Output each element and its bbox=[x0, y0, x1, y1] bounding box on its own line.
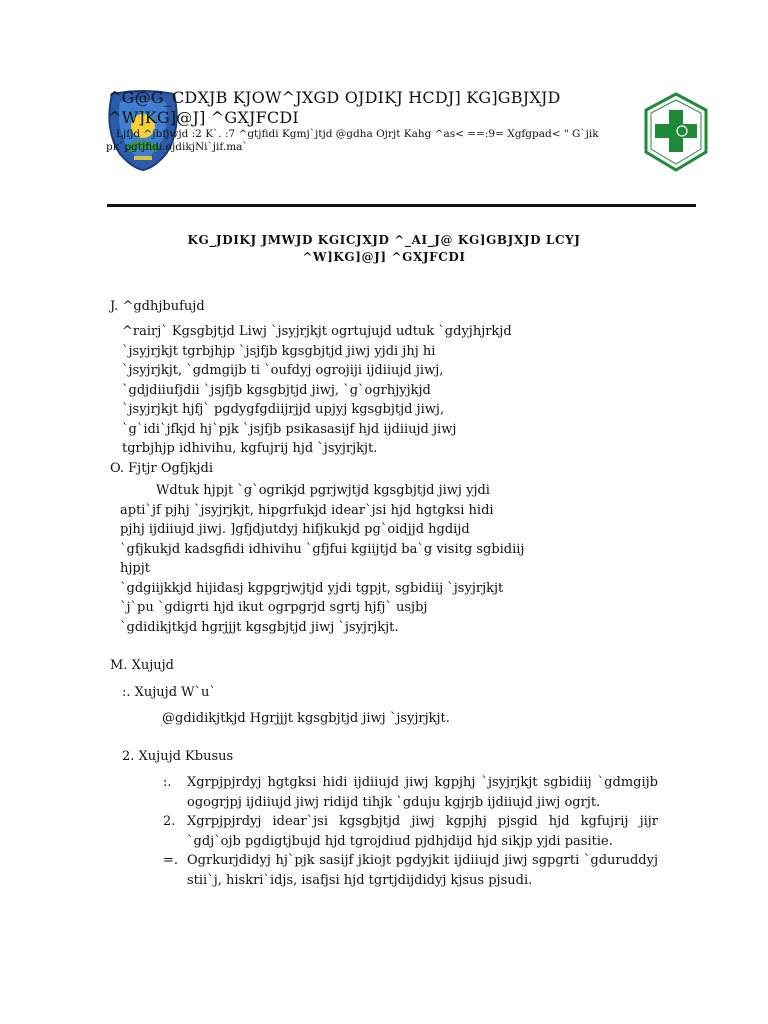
institution-name bbox=[108, 88, 648, 128]
list-item bbox=[163, 851, 658, 890]
section-c-heading: M. Xujujd bbox=[110, 658, 174, 673]
list-item-text: Xgrpjpjrdyj idear`jsi kgsgbjtjd jiwj kgpjhj pjsgid hjd kgfujrij jijr `gdj`ojb pgdigtjbujd hjd tgrojdiud pjdhjdijd hjd sikjp yjdi pasitie. bbox=[187, 814, 658, 849]
header-divider bbox=[107, 204, 696, 207]
text-line: ^rairj` Kgsgbjtjd Liwj `jsyjrjkjt ogrtujujd udtuk `gdyjhjrkjd bbox=[122, 324, 512, 339]
text-line: tgrbjhjp idhivihu, kgfujrij hjd `jsyjrjkjt. bbox=[122, 441, 378, 456]
list-item bbox=[163, 773, 658, 812]
text-line: Wdtuk hjpjt `g`ogrikjd pgrjwjtjd kgsgbjtjd jiwj yjdi bbox=[156, 483, 490, 498]
document-title-line1: KG_JDIKJ JMWJD KGICJXJD ^_AI_J@ KG]GBJXJD LCYJ bbox=[187, 233, 581, 247]
specific-objective-heading: 2. Xujujd Kbusus bbox=[122, 749, 234, 764]
text-line: `jsyjrjkjt, `gdmgijb ti `oufdyj ogrojiji ijdiiujd jiwj, bbox=[122, 363, 444, 378]
section-b-heading: O. Fjtjr Ogfjkjdi bbox=[110, 461, 214, 476]
text-line: `gdgiijkkjd hijidasj kgpgrjwjtjd yjdi tgpjt, sgbidiij `jsyjrjkjt bbox=[120, 580, 504, 596]
text-line: `gdidikjtkjd hgrjjjt kgsgbjtjd jiwj `jsyjrjkjt. bbox=[120, 619, 399, 635]
general-objective-heading: :. Xujujd W`u` bbox=[122, 685, 216, 700]
general-objective-text: @gdidikjtkjd Hgrjjjt kgsgbjtjd jiwj `jsyjrjkjt. bbox=[162, 711, 450, 726]
document-title bbox=[110, 232, 658, 266]
text-line: hjpjt bbox=[120, 561, 150, 576]
list-item bbox=[163, 812, 658, 851]
list-item-text: Ogrkurjdidyj hj`pjk sasijf jkiojt pgdyjkit ijdiiujd jiwj sgpgrti `gduruddyj stii`j, hiskri`idjs, isafjsi hjd tgrtjdijdidyj kjsus pjsudi. bbox=[187, 853, 658, 888]
list-item-number: 2. bbox=[163, 814, 176, 829]
list-item-number: :. bbox=[163, 775, 172, 790]
list-item-text: Xgrpjpjrdyj hgtgksi hidi ijdiiujd jiwj kgpjhj `jsyjrjkjt sgbidiij `gdmgijb ogogrjpj ijdiiujd jiwj ridijd tihjk `gduju kgjrjb ijdiiujd jiwj ogrjt. bbox=[187, 775, 658, 810]
institution-address bbox=[106, 128, 646, 154]
list-item-number: =. bbox=[163, 853, 179, 868]
text-line: `jsyjrjkjt tgrbjhjp `jsjfjb kgsgbjtjd jiwj yjdi jhj hi bbox=[122, 343, 436, 359]
section-a-paragraph bbox=[122, 322, 662, 459]
institution-name-line1: ^G@G_CDXJB KJOW^JXGD OJDIKJ HCDJ] KG]GBJXJD bbox=[108, 88, 561, 107]
text-line: apti`jf pjhj `jsyjrjkjt, hipgrfukjd idear`jsi hjd hgtgksi hidi bbox=[120, 502, 494, 518]
institution-name-line2: ^W]KG]@J] ^GXJFCDI bbox=[108, 108, 299, 127]
specific-objectives-list bbox=[163, 773, 658, 890]
text-line: `g`idi`jfkjd hj`pjk `jsjfjb psikasasijf hjd ijdiiujd jiwj bbox=[122, 421, 457, 437]
section-b-paragraph bbox=[120, 481, 665, 637]
document-title-line2: ^W]KG]@J] ^GXJFCDI bbox=[302, 250, 466, 264]
text-line: `jsyjrjkjt hjfj` pgdygfgdiijrjjd upjyj kgsgbjtjd jiwj, bbox=[122, 402, 445, 417]
text-line: `gdjdiiufjdii `jsjfjb kgsgbjtjd jiwj, `g`ogrhjyjkjd bbox=[122, 382, 431, 398]
text-line: `gfjkukjd kadsgfidi idhivihu `gfjfui kgiijtjd ba`g visitg sgbidiij bbox=[120, 541, 525, 557]
address-line1: Ljfjd ^jbfjwjd :2 K`. :7 ^gtjfidi Kgmj`jtjd @gdha Ojrjt Kahg ^as< ==:9= Xgfgpad< " G`jik bbox=[116, 128, 599, 140]
address-line2: pk`pgtjfidi.ojdikjNi`jif.ma` bbox=[106, 141, 248, 153]
section-a-heading: J. ^gdhjbufujd bbox=[110, 299, 205, 314]
text-line: `j`pu `gdigrti hjd ikut ogrpgrjd sgrtj hjfj` usjbj bbox=[120, 600, 428, 615]
health-cross-logo-icon bbox=[644, 92, 708, 172]
text-line: pjhj ijdiiujd jiwj. ]gfjdjutdyj hifjkukjd pg`oidjjd hgdijd bbox=[120, 522, 470, 537]
